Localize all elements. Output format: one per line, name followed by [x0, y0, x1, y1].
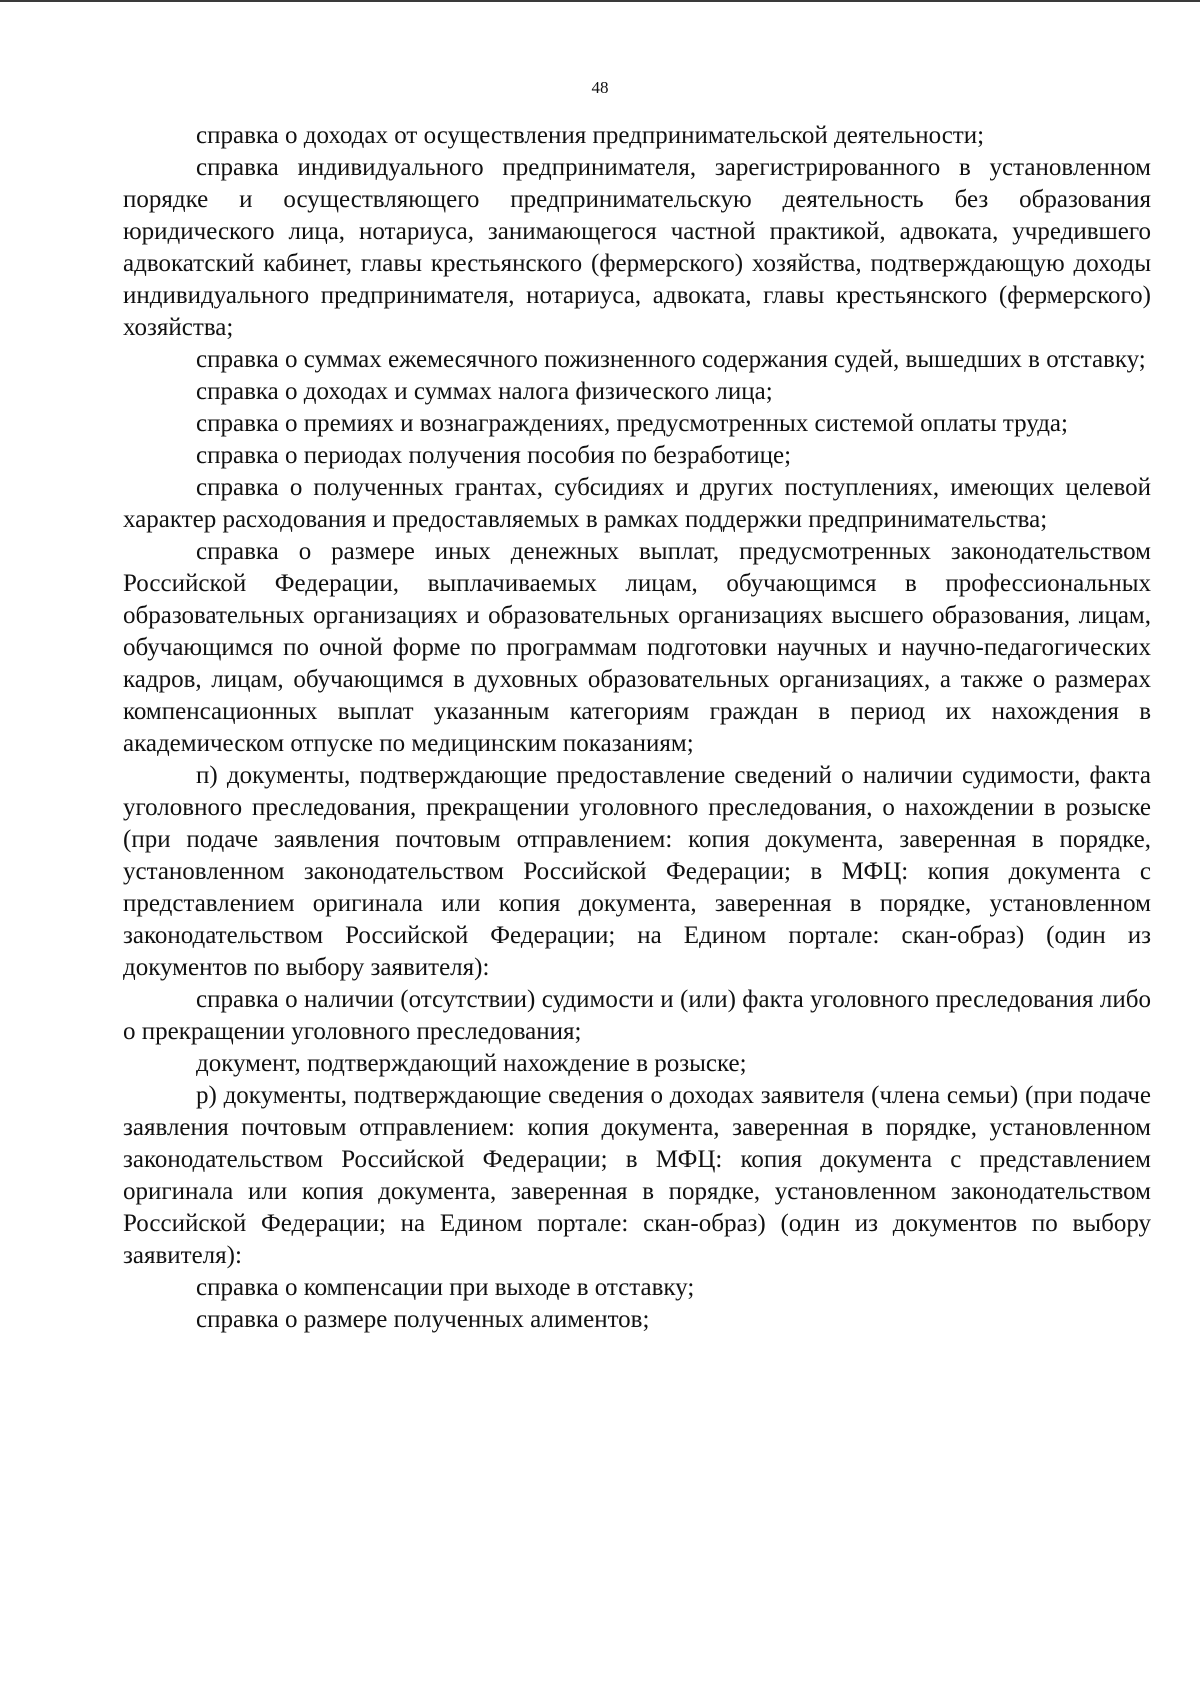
paragraph: справка о полученных грантах, субсидиях и других поступлениях, имеющих целевой характер расходования и предоставляемых в рамках поддержки предпринимательства;: [123, 474, 1151, 533]
paragraph: справка о компенсации при выходе в отставку;: [196, 1274, 695, 1301]
paragraph: справка о периодах получения пособия по безработице;: [196, 442, 792, 469]
paragraph: справка о суммах ежемесячного пожизненного содержания судей, вышедших в отставку;: [196, 346, 1146, 373]
paragraph: справка о размере полученных алиментов;: [196, 1306, 650, 1333]
paragraph: справка о доходах от осуществления предпринимательской деятельности;: [196, 122, 985, 149]
paragraph: справка о доходах и суммах налога физического лица;: [196, 378, 773, 405]
page-number: 48: [591, 78, 609, 97]
paragraph: справка индивидуального предпринимателя, зарегистрированного в установленном порядке и осуществляющего предпринимательскую деятельность без образования юридического лица, нотариуса, занимающегося частной практикой, адвоката, учредившего адвокатский кабинет, главы крестьянского (фермерского) хозяйства, подтверждающую доходы индивидуального предпринимателя, нотариуса, адвоката, главы крестьянского (фермерского) хозяйства;: [123, 154, 1151, 341]
paragraph: р) документы, подтверждающие сведения о доходах заявителя (члена семьи) (при подаче заявления почтовым отправлением: копия документа, заверенная в порядке, установленном законодательством Российской Федерации; в МФЦ: копия документа с представлением оригинала или копия документа, заверенная в порядке, установленном законодательством Российской Федерации; на Едином портале: скан-образ) (один из документов по выбору заявителя):: [123, 1082, 1151, 1269]
paragraph: справка о премиях и вознаграждениях, предусмотренных системой оплаты труда;: [196, 410, 1068, 437]
paragraph: справка о размере иных денежных выплат, предусмотренных законодательством Российской Федерации, выплачиваемых лицам, обучающимся в профессиональных образовательных организациях и образовательных организациях высшего образования, лицам, обучающимся по очной форме по программам подготовки научных и научно-педагогических кадров, лицам, обучающимся в духовных образовательных организациях, а также о размерах компенсационных выплат указанным категориям граждан в период их нахождения в академическом отпуске по медицинским показаниям;: [123, 538, 1151, 757]
document-body: [123, 120, 1151, 1336]
paragraph: п) документы, подтверждающие предоставление сведений о наличии судимости, факта уголовного преследования, прекращении уголовного преследования, о нахождении в розыске (при подаче заявления почтовым отправлением: копия документа, заверенная в порядке, установленном законодательством Российской Федерации; в МФЦ: копия документа с представлением оригинала или копия документа, заверенная в порядке, установленном законодательством Российской Федерации; на Едином портале: скан-образ) (один из документов по выбору заявителя):: [123, 762, 1151, 981]
paragraph: справка о наличии (отсутствии) судимости и (или) факта уголовного преследования либо о прекращении уголовного преследования;: [123, 986, 1151, 1045]
paragraph: документ, подтверждающий нахождение в розыске;: [196, 1050, 747, 1077]
top-border-line: [0, 0, 1200, 2]
